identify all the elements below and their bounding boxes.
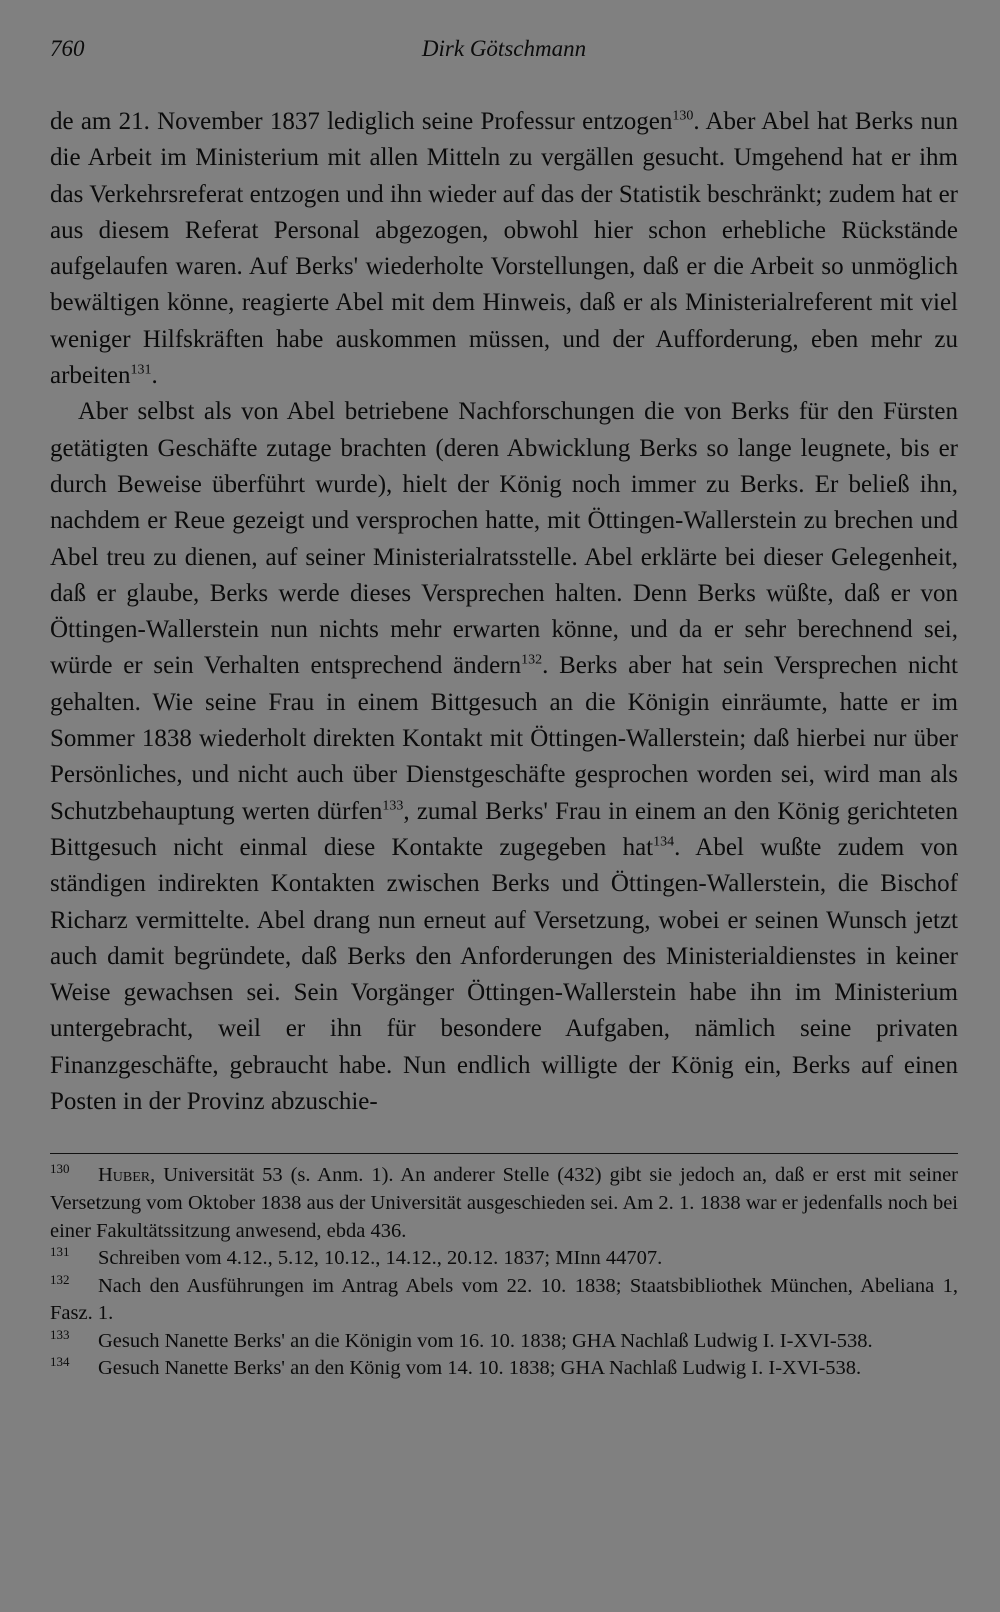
paragraph-text: . Berks aber hat sein Versprechen nicht gehalten. Wie seine Frau in einem Bittgesuch an die Königin einräumte, hatte er im Sommer 1838 wiederholt direkten Kontakt mit Öttingen-Wallerstein; daß hierbei nur über Persönliches, und nicht auch über Dienstgeschäfte gesprochen worden sei, wird man als Schutzbehauptung werten dürfen: [50, 652, 958, 825]
paragraph-text: . Aber Abel hat Berks nun die Arbeit im Ministerium mit allen Mitteln zu vergällen gesucht. Umgehend hat er ihm das Verkehrsreferat entzogen und ihn wieder auf das der Statistik beschränkt; zudem hat er aus diesem Referat Personal abgezogen, obwohl hier schon erhebliche Rückstände aufgelaufen waren. Auf Berks' wiederholte Vorstellungen, daß er die Arbeit so unmöglich bewältigen könne, reagierte Abel mit dem Hinweis, daß er als Ministerialreferent mit viel weniger Hilfskräften habe auskommen müssen, und der Aufforderung, eben mehr zu arbeiten: [50, 108, 958, 390]
footnote-ref-131[interactable]: 131: [130, 362, 152, 378]
footnote-number: [50, 1273, 98, 1301]
footnote-text: Nach den Ausführungen im Antrag Abels vom 22. 10. 1838; Staatsbibliothek München, Abeliana 1, Fasz. 1.: [50, 1274, 958, 1325]
footnote-number-label: 132: [50, 1271, 70, 1287]
footnote-text: , Universität 53 (s. Anm. 1). An anderer Stelle (432) gibt sie jedoch an, daß er erst mit seiner Versetzung vom Oktober 1838 aus der Universität ausgeschieden sei. Am 2. 1. 1838 war er jedenfalls noch bei einer Fakultätssitzung anwesend, ebda 436.: [50, 1164, 958, 1242]
footnote-number-label: 133: [50, 1327, 70, 1343]
footnote-ref-132[interactable]: 132: [521, 653, 543, 669]
footnote-number: [50, 1245, 98, 1273]
document-page: [50, 30, 958, 1383]
body-text: [50, 104, 958, 1120]
footnote-text: Gesuch Nanette Berks' an die Königin vom 16. 10. 1838; GHA Nachlaß Ludwig I. I-XVI-538.: [98, 1329, 873, 1352]
paragraph-1: [50, 104, 958, 394]
page-number: 760: [50, 36, 85, 61]
footnote-number: [50, 1162, 98, 1190]
paragraph-text: , zumal Berks' Frau in einem an den König gerichteten Bittgesuch nicht einmal diese Kontakte zugegeben hat: [50, 797, 958, 861]
footnote-text: Schreiben vom 4.12., 5.12, 10.12., 14.12., 20.12. 1837; MInn 44707.: [98, 1247, 663, 1270]
footnote-number-label: 130: [50, 1161, 70, 1177]
footnote-number: [50, 1328, 98, 1356]
footnote-134: [50, 1355, 958, 1383]
paragraph-2: [50, 394, 958, 1120]
footnote-number-label: 134: [50, 1354, 70, 1370]
footnote-133: [50, 1328, 958, 1356]
footnote-divider: [50, 1153, 958, 1154]
footnote-ref-130[interactable]: 130: [672, 108, 694, 124]
footnote-130: [50, 1162, 958, 1245]
footnote-number-label: 131: [50, 1244, 70, 1260]
running-head: Dirk Götschmann: [421, 36, 587, 61]
paragraph-text: de am 21. November 1837 lediglich seine Professur entzogen: [50, 108, 673, 135]
page-header: [50, 30, 958, 70]
footnote-131: [50, 1245, 958, 1273]
footnote-text: Gesuch Nanette Berks' an den König vom 14. 10. 1838; GHA Nachlaß Ludwig I. I-XVI-538.: [98, 1357, 862, 1380]
footnote-ref-133[interactable]: 133: [382, 798, 404, 814]
paragraph-text: Aber selbst als von Abel betriebene Nachforschungen die von Berks für den Fürsten getätigten Geschäfte zutage brachten (deren Abwicklung Berks so lange leugnete, bis er durch Beweise überführt wurde), hielt der König noch immer zu Berks. Er beließ ihn, nachdem er Reue gezeigt und versprochen hatte, mit Öttingen-Wallerstein zu brechen und Abel treu zu dienen, auf seiner Ministerialratsstelle. Abel erklärte bei dieser Gelegenheit, daß er glaube, Berks werde dieses Versprechen halten. Denn Berks wüßte, daß er von Öttingen-Wallerstein nun nichts mehr erwarten könne, und da er sehr berechnend sei, würde er sein Verhalten entsprechend ändern: [50, 398, 958, 680]
footnotes: [50, 1162, 958, 1383]
footnote-number: [50, 1355, 98, 1383]
footnote-ref-134[interactable]: 134: [653, 834, 675, 850]
paragraph-text: . Abel wußte zudem von ständigen indirekten Kontakten zwischen Berks und Öttingen-Wallerstein, die Bischof Richarz vermittelte. Abel drang nun erneut auf Versetzung, wobei er seinen Wunsch jetzt auch damit begründete, daß Berks den Anforderungen des Ministerialdienstes in keiner Weise gewachsen sei. Sein Vorgänger Öttingen-Wallerstein habe ihn im Ministerium untergebracht, weil er ihn für besondere Aufgaben, nämlich seine privaten Finanzgeschäfte, gebraucht habe. Nun endlich willigte der König ein, Berks auf einen Posten in der Provinz abzuschie-: [50, 833, 959, 1116]
paragraph-text: .: [151, 362, 158, 390]
footnote-author: Huber: [98, 1164, 151, 1187]
footnote-132: [50, 1273, 958, 1328]
